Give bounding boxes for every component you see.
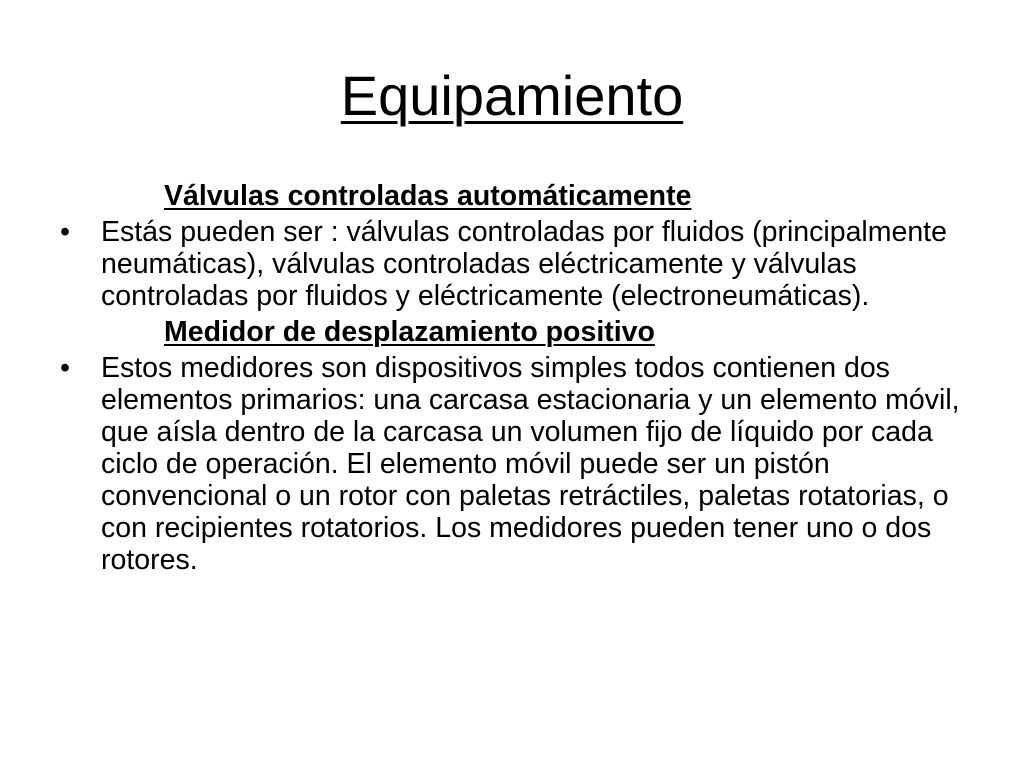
- bullet-item-valves: [56, 216, 966, 312]
- slide-content: [56, 180, 966, 580]
- bullet-text-valves: Estás pueden ser : válvulas controladas por fluidos (principalmente neumáticas), válvulas controladas eléctricamente y válvulas controladas por fluidos y eléctricamente (electroneumáticas).: [101, 216, 947, 312]
- section-heading-meter: Medidor de desplazamiento positivo: [164, 316, 655, 348]
- bullet-text-meter: Estos medidores son dispositivos simples todos contienen dos elementos primarios: una carcasa estacionaria y un elemento móvil, que aísla dentro de la carcasa un volumen fijo de líquido por cada ciclo de operación. El elemento móvil puede ser un pistón convencional o un rotor con paletas retráctiles, paletas rotatorias, o con recipientes rotatorios. Los medidores pueden tener uno o dos rotores.: [101, 352, 960, 576]
- bullet-icon: •: [60, 352, 70, 384]
- bullet-item-meter: [56, 352, 966, 576]
- section-heading-valves: Válvulas controladas automáticamente: [164, 180, 692, 212]
- bullet-icon: •: [60, 216, 70, 248]
- slide-title: Equipamiento: [340, 64, 684, 127]
